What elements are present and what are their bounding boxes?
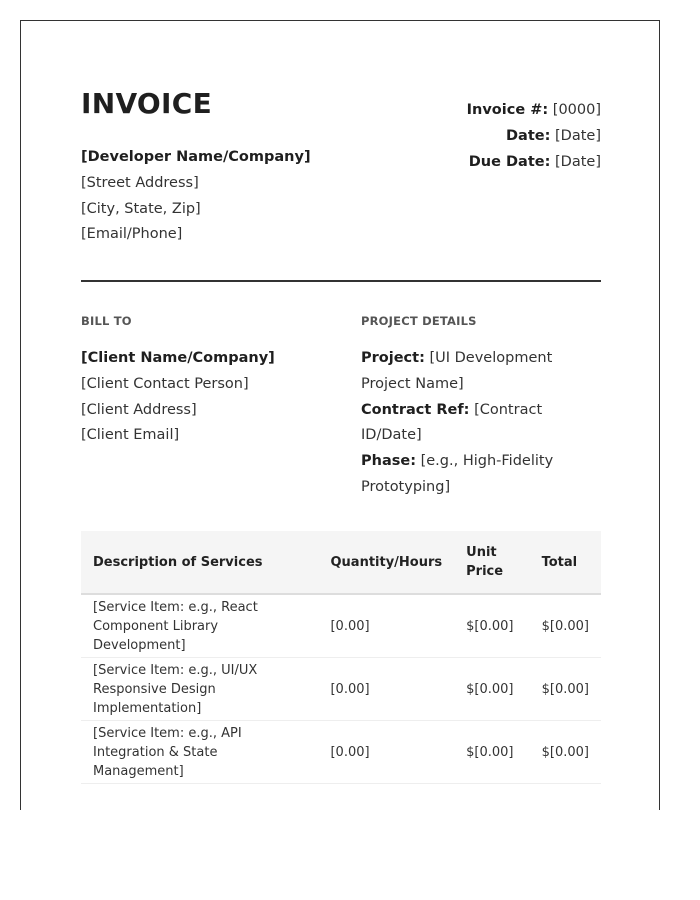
project-details-heading: PROJECT DETAILS: [361, 314, 477, 328]
header-description: Description of Services: [81, 531, 318, 594]
sender-city: [City, State, Zip]: [81, 200, 201, 217]
sender-address-block: [81, 145, 311, 248]
invoice-due-date-value: [Date]: [555, 153, 601, 170]
header-unit-price: Unit Price: [454, 531, 529, 594]
invoice-due-date-line: [467, 150, 601, 176]
bill-to-block: [81, 346, 341, 449]
phase-line: [361, 449, 606, 501]
client-email: [Client Email]: [81, 427, 180, 444]
table-row: [81, 594, 601, 658]
invoice-number-line: [467, 98, 601, 124]
invoice-date-label: Date:: [506, 127, 551, 144]
client-address: [Client Address]: [81, 401, 197, 418]
header-quantity: Quantity/Hours: [318, 531, 454, 594]
project-label: Project:: [361, 350, 425, 366]
contract-value: [Contract ID/Date]: [361, 401, 543, 444]
invoice-due-date-label: Due Date:: [468, 153, 551, 170]
invoice-meta: [467, 98, 601, 175]
project-details-section: [361, 314, 606, 501]
table-header-row: [81, 531, 601, 594]
row-total: $[0.00]: [530, 721, 601, 784]
row-description: [Service Item: e.g., UI/UX Responsive Design Implementation]: [81, 658, 318, 721]
invoice-page: [20, 20, 660, 810]
row-total: $[0.00]: [530, 594, 601, 658]
bill-to-section: [81, 314, 341, 449]
bill-to-heading: BILL TO: [81, 314, 132, 328]
invoice-date-value: [Date]: [555, 127, 601, 144]
row-quantity: [0.00]: [318, 721, 454, 784]
sender-street: [Street Address]: [81, 174, 199, 191]
table-row: [81, 658, 601, 721]
project-value: [UI Development Project Name]: [361, 350, 553, 392]
row-description: [Service Item: e.g., React Component Library Development]: [81, 594, 318, 658]
row-unit-price: $[0.00]: [454, 594, 529, 658]
client-contact: [Client Contact Person]: [81, 375, 249, 392]
sender-contact: [Email/Phone]: [81, 226, 183, 243]
invoice-number-value: [0000]: [552, 102, 601, 118]
row-unit-price: $[0.00]: [454, 658, 529, 721]
table-row: [81, 721, 601, 784]
header-divider: [81, 280, 601, 282]
invoice-number-label: Invoice #:: [466, 102, 549, 118]
invoice-date-line: [467, 124, 601, 150]
services-table: [81, 531, 601, 784]
sender-name: [Developer Name/Company]: [81, 149, 311, 165]
row-quantity: [0.00]: [318, 594, 454, 658]
invoice-title: INVOICE: [81, 87, 213, 120]
phase-label: Phase:: [361, 453, 416, 470]
row-quantity: [0.00]: [318, 658, 454, 721]
header-total: Total: [530, 531, 601, 594]
client-name: [Client Name/Company]: [81, 350, 275, 366]
project-details-block: [361, 346, 606, 501]
phase-value: [e.g., High-Fidelity Prototyping]: [361, 453, 554, 495]
row-unit-price: $[0.00]: [454, 721, 529, 784]
contract-label: Contract Ref:: [361, 401, 470, 418]
contract-line: [361, 398, 606, 450]
project-line: [361, 346, 606, 398]
row-total: $[0.00]: [530, 658, 601, 721]
row-description: [Service Item: e.g., API Integration & State Management]: [81, 721, 318, 784]
